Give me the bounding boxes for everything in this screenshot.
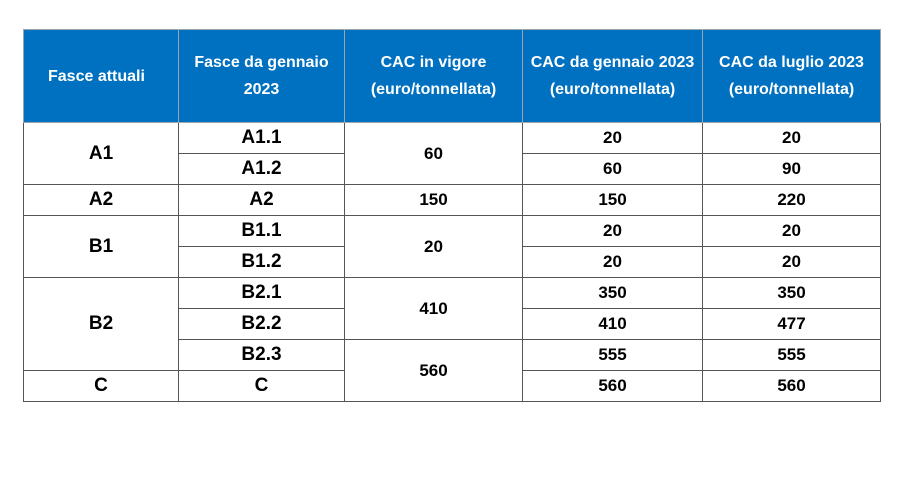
band-cell: B2.2 (179, 309, 345, 340)
current-cac-cell: 410 (345, 278, 523, 340)
band-cell: C (179, 371, 345, 402)
header-cac-in-vigore: CAC in vigore (euro/tonnellata) (345, 30, 523, 123)
group-cell: B1 (24, 216, 179, 278)
group-cell: C (24, 371, 179, 402)
jan-cac-cell: 555 (523, 340, 703, 371)
jul-cac-cell: 220 (703, 185, 881, 216)
band-cell: B2.3 (179, 340, 345, 371)
jan-cac-cell: 20 (523, 247, 703, 278)
current-cac-cell: 560 (345, 340, 523, 402)
jan-cac-cell: 20 (523, 123, 703, 154)
band-cell: B2.1 (179, 278, 345, 309)
jul-cac-cell: 477 (703, 309, 881, 340)
jul-cac-cell: 20 (703, 247, 881, 278)
group-cell: B2 (24, 278, 179, 371)
jan-cac-cell: 350 (523, 278, 703, 309)
jan-cac-cell: 20 (523, 216, 703, 247)
jan-cac-cell: 150 (523, 185, 703, 216)
band-cell: A2 (179, 185, 345, 216)
jul-cac-cell: 20 (703, 216, 881, 247)
table-row (24, 123, 881, 154)
jan-cac-cell: 410 (523, 309, 703, 340)
jul-cac-cell: 350 (703, 278, 881, 309)
jan-cac-cell: 60 (523, 154, 703, 185)
group-cell: A1 (24, 123, 179, 185)
header-row (24, 30, 881, 123)
current-cac-cell: 20 (345, 216, 523, 278)
jul-cac-cell: 20 (703, 123, 881, 154)
cac-table (23, 29, 881, 402)
current-cac-cell: 150 (345, 185, 523, 216)
table-row (24, 216, 881, 247)
header-fasce-gennaio: Fasce da gennaio 2023 (179, 30, 345, 123)
jul-cac-cell: 90 (703, 154, 881, 185)
header-cac-luglio: CAC da luglio 2023 (euro/tonnellata) (703, 30, 881, 123)
jul-cac-cell: 560 (703, 371, 881, 402)
current-cac-cell: 60 (345, 123, 523, 185)
band-cell: B1.2 (179, 247, 345, 278)
header-cac-gennaio: CAC da gennaio 2023 (euro/tonnellata) (523, 30, 703, 123)
table-row (24, 278, 881, 309)
table-row (24, 185, 881, 216)
band-cell: A1.2 (179, 154, 345, 185)
group-cell: A2 (24, 185, 179, 216)
band-cell: A1.1 (179, 123, 345, 154)
jan-cac-cell: 560 (523, 371, 703, 402)
band-cell: B1.1 (179, 216, 345, 247)
jul-cac-cell: 555 (703, 340, 881, 371)
header-fasce-attuali: Fasce attuali (24, 30, 179, 123)
